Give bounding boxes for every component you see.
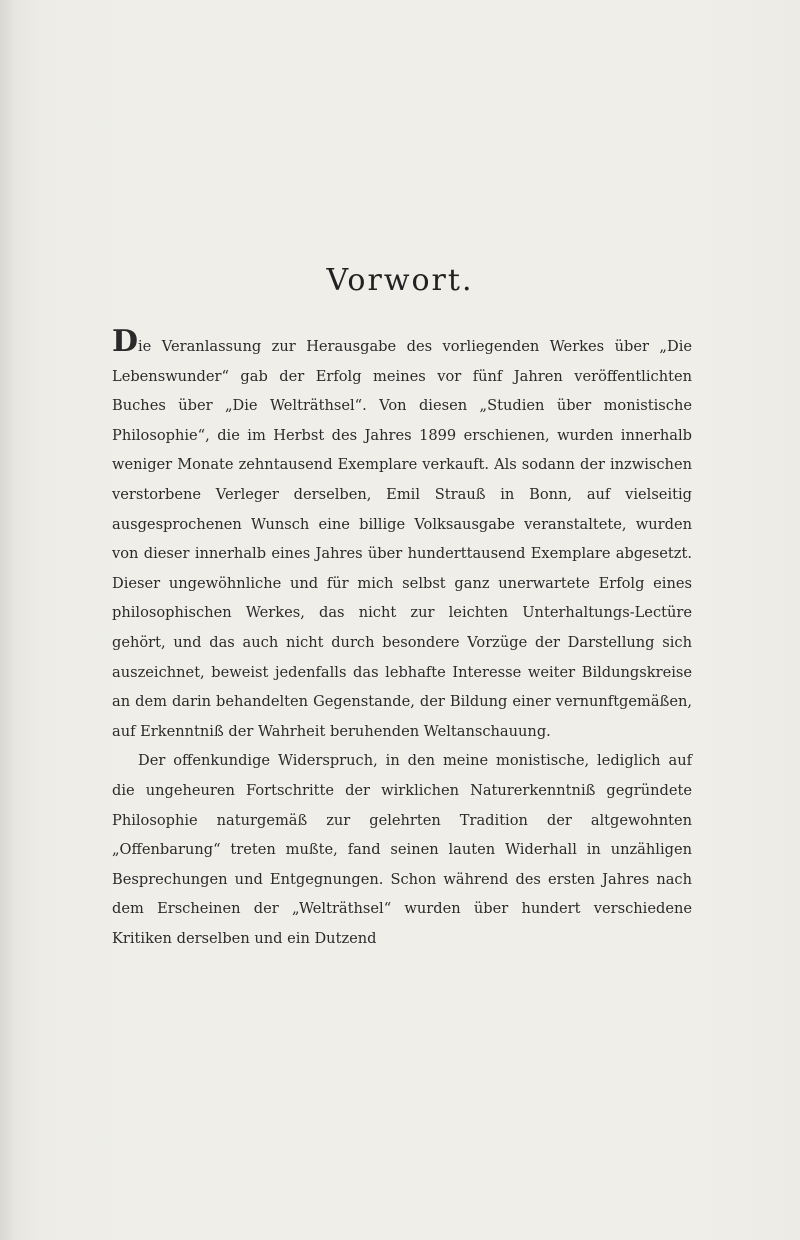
body-text — [112, 324, 692, 953]
drop-cap: D — [112, 324, 139, 359]
paragraph-2 — [112, 746, 692, 953]
page-heading: Vorwort. — [326, 263, 474, 298]
paragraph-1-text: ie Veranlassung zur Herausgabe des vorliegenden Werkes über „Die Lebenswunder“ gab der Erfolg meines vor fünf Jahren veröffentlichten Buches über „Die Welträthsel“. Von diesen „Studien über monistische Philosophie“, die im Herbst des Jahres 1899 erschienen, wurden innerhalb weniger Monate zehntausend Exemplare verkauft. Als sodann der inzwischen verstorbene Verleger derselben, Emil Strauß in Bonn, auf vielseitig ausgesprochenen Wunsch eine billige Volksausgabe veranstaltete, wurden von dieser innerhalb eines Jahres über hunderttausend Exemplare abgesetzt. Dieser ungewöhnliche und für mich selbst ganz unerwartete Erfolg eines philosophischen Werkes, das nicht zur leichten Unterhaltungs-Lectüre gehört, und das auch nicht durch besondere Vorzüge der Darstellung sich auszeichnet, beweist jedenfalls das lebhafte Interesse weiter Bildungskreise an dem darin behandelten Gegenstande, der Bildung einer vernunftgemäßen, auf Erkenntniß der Wahrheit beruhenden Weltanschauung. — [112, 338, 692, 740]
paragraph-2-text: Der offenkundige Widerspruch, in den meine monistische, lediglich auf die ungeheuren Fortschritte der wirklichen Naturerkenntniß gegründete Philosophie naturgemäß zur gelehrten Tradition der altgewohnten „Offenbarung“ treten mußte, fand seinen lauten Widerhall in unzähligen Besprechungen und Entgegnungen. Schon während des ersten Jahres nach dem Erscheinen der „Welträthsel“ wurden über hundert verschiedene Kritiken derselben und ein Dutzend — [112, 752, 692, 947]
paragraph-1 — [112, 324, 692, 746]
